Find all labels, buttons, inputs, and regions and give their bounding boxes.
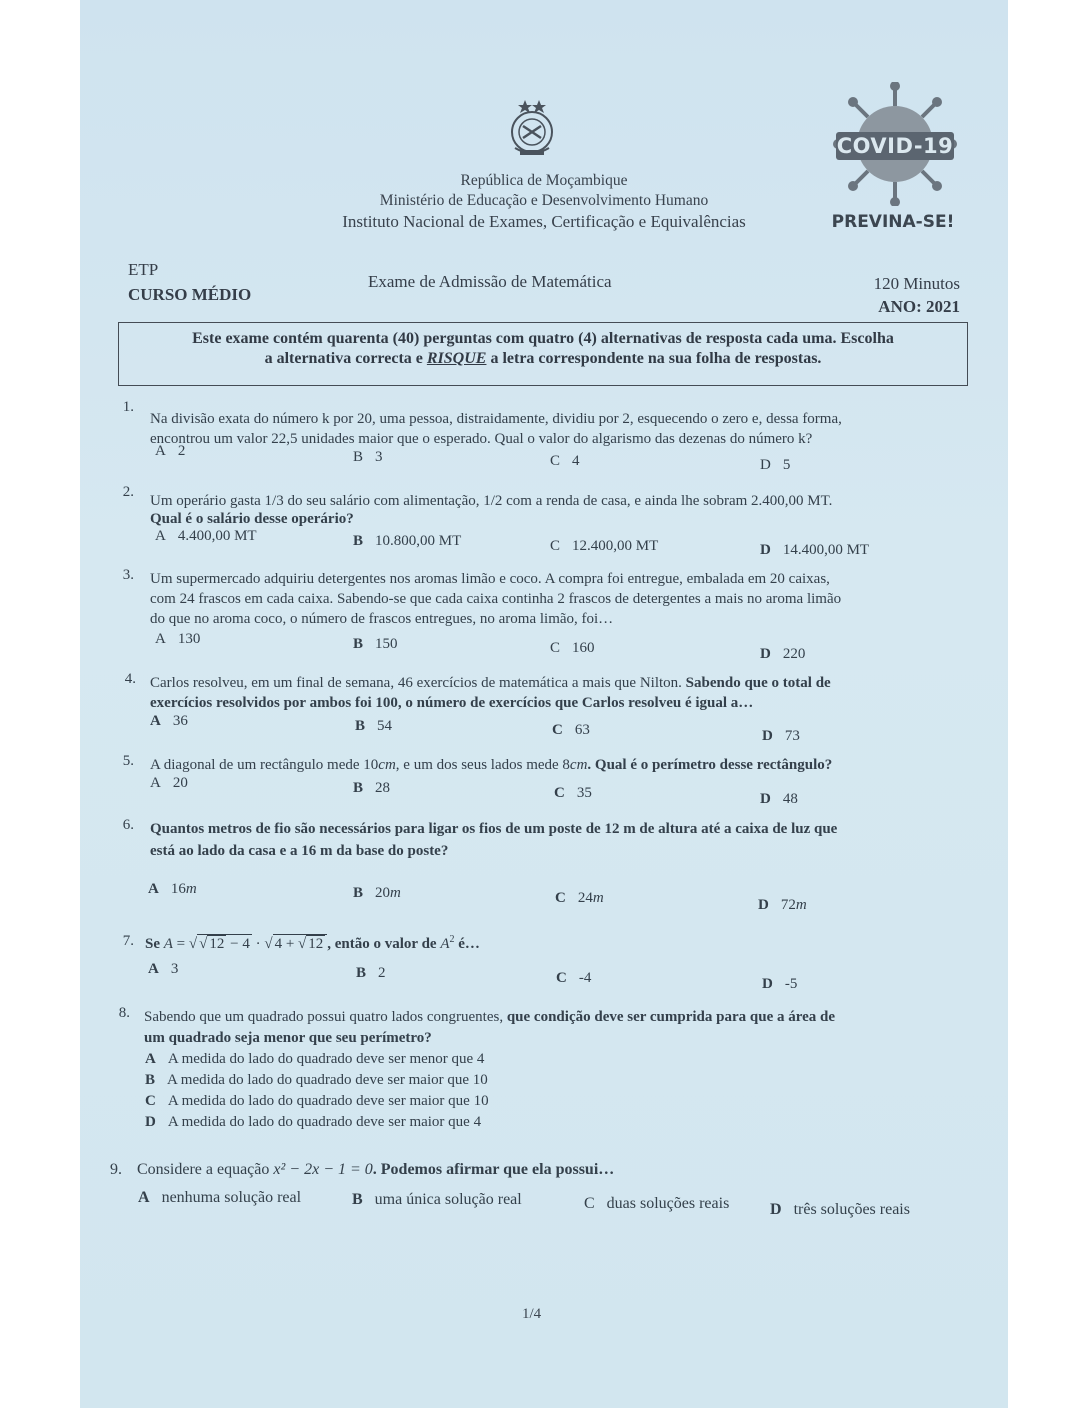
option-text: 72 — [780, 897, 796, 913]
question-text-line: um quadrado seja menor que seu perímetro? — [144, 1030, 432, 1046]
question-text-plain: Considere a equação — [137, 1161, 274, 1178]
option-letter: B — [353, 780, 364, 796]
option-b[interactable] — [353, 884, 401, 903]
option-d[interactable] — [760, 790, 798, 809]
option-text: 24 — [577, 890, 593, 906]
option-letter: D — [762, 976, 773, 992]
option-letter: B — [355, 718, 366, 734]
instructions-emphasis: RISQUE — [426, 350, 487, 367]
question-text-line: está ao lado da casa e a 16 m da base do poste? — [150, 843, 449, 859]
option-letter: B — [353, 533, 364, 549]
question-text-line: encontrou um valor 22,5 unidades maior que o esperado. Qual o valor do algarismo das dezenas do número k? — [150, 431, 813, 447]
option-text: -5 — [784, 976, 798, 992]
question-text-plain: Sabendo que um quadrado possui quatro lados congruentes, — [144, 1009, 507, 1025]
option-text: nenhuma solução real — [161, 1189, 302, 1206]
exam-level: CURSO MÉDIO — [128, 285, 252, 304]
option-letter: D — [758, 897, 769, 913]
option-d[interactable] — [760, 456, 790, 475]
option-d[interactable] — [762, 727, 800, 746]
option-a[interactable] — [148, 880, 197, 899]
option-d[interactable] — [760, 541, 869, 560]
instructions-pre: a alternativa correcta e — [264, 350, 427, 367]
formula-dot: · — [251, 936, 265, 952]
option-d[interactable] — [760, 645, 805, 664]
option-a[interactable] — [155, 442, 185, 461]
question-text-plain: Carlos resolveu, em um final de semana, 46 exercícios de matemática a mais que Nilton. — [150, 675, 686, 691]
option-c[interactable] — [145, 1092, 489, 1111]
option-letter: B — [353, 449, 364, 465]
formula-four-plus: 4 + — [274, 936, 299, 952]
option-c[interactable] — [555, 889, 604, 908]
exam-title: Exame de Admissão de Matemática — [368, 272, 612, 291]
option-text: 54 — [377, 718, 393, 734]
question-text-line — [150, 674, 831, 693]
question-text-line — [150, 756, 832, 775]
option-text: 16 — [170, 881, 186, 897]
question-text-line: exercícios resolvidos por ambos foi 100, o número de exercícios que Carlos resolveu é igual a… — [150, 695, 754, 711]
formula-exp: 2 — [449, 934, 455, 945]
option-letter: C — [550, 453, 561, 469]
question-number: 2. — [122, 484, 134, 500]
option-a[interactable] — [138, 1188, 301, 1207]
option-text: 2 — [177, 443, 186, 459]
formula-eq: = — [172, 936, 189, 952]
option-text: 3 — [375, 449, 383, 465]
question-number: 4. — [124, 671, 136, 687]
option-letter: C — [555, 890, 566, 906]
option-text: 160 — [572, 640, 595, 656]
option-text: duas soluções reais — [606, 1195, 730, 1212]
question-number: 3. — [122, 567, 134, 583]
option-letter: C — [554, 785, 565, 801]
unit-m: m — [390, 885, 401, 901]
option-text: 3 — [170, 961, 179, 977]
option-text: 20 — [172, 775, 188, 791]
option-letter: C — [550, 640, 561, 656]
option-letter: A — [138, 1189, 150, 1206]
question-text-plain: A diagonal de um rectângulo mede 10 — [150, 757, 379, 773]
formula-post: , então o valor de — [327, 936, 441, 952]
unit-cm: cm — [378, 757, 396, 773]
question-text-line — [137, 1160, 614, 1179]
option-a[interactable] — [148, 960, 178, 979]
question-number: 5. — [122, 753, 134, 769]
option-text: 150 — [375, 636, 398, 652]
option-c[interactable] — [552, 721, 590, 740]
option-d[interactable] — [145, 1113, 481, 1132]
option-c[interactable] — [584, 1194, 729, 1213]
question-text-bold: Sabendo que o total de — [685, 675, 831, 691]
question-number: 7. — [122, 933, 134, 949]
option-letter: A — [148, 961, 159, 977]
option-letter: A — [145, 1051, 156, 1067]
question-text-line: Na divisão exata do número k por 20, uma pessoa, distraidamente, dividiu por 2, esquecendo o zero e, dessa forma, — [150, 411, 842, 427]
option-letter: D — [760, 457, 771, 473]
question-number: 9. — [110, 1161, 122, 1178]
option-b[interactable] — [353, 532, 461, 551]
option-letter: A — [150, 775, 161, 791]
option-text: 12.400,00 MT — [572, 538, 659, 554]
option-text: 73 — [784, 728, 800, 744]
option-letter: A — [155, 631, 166, 647]
option-b[interactable] — [355, 717, 392, 736]
coat-of-arms-icon — [503, 96, 561, 160]
covid-slogan: PREVINA-SE! — [831, 212, 955, 232]
option-letter: D — [760, 646, 771, 662]
question-text-line: Um supermercado adquiriu detergentes nos aromas limão e coco. A compra foi entregue, embalada em 20 caixas, — [150, 571, 830, 587]
option-text: 220 — [782, 646, 806, 662]
option-b[interactable] — [353, 448, 383, 467]
option-d[interactable] — [770, 1200, 910, 1219]
header-institute: Instituto Nacional de Exames, Certificação e Equivalências — [342, 212, 746, 231]
formula-var: A — [163, 936, 173, 952]
option-a[interactable] — [150, 712, 188, 731]
option-letter: D — [762, 728, 773, 744]
unit-cm: cm — [569, 757, 588, 773]
option-letter: A — [155, 443, 166, 459]
option-letter: B — [145, 1072, 156, 1088]
option-b[interactable] — [356, 964, 386, 983]
formula-var: A — [440, 936, 450, 952]
option-a[interactable] — [155, 527, 257, 546]
header-ministry: Ministério de Educação e Desenvolvimento Humano — [379, 192, 709, 209]
question-text-line: Qual é o salário desse operário? — [150, 511, 354, 527]
question-text-plain: , e um dos seus lados mede 8 — [395, 757, 570, 773]
sqrt-inner-2: 12 — [308, 936, 324, 952]
option-text: A medida do lado do quadrado deve ser menor que 4 — [167, 1051, 485, 1067]
option-letter: B — [352, 1191, 363, 1208]
sqrt-symbol: √ — [264, 936, 273, 952]
formula-pre: Se — [145, 936, 164, 952]
sqrt-symbol: √ — [188, 936, 198, 952]
covid-badge: COVID-19 — [836, 134, 954, 158]
unit-m: m — [185, 881, 197, 897]
option-letter: C — [550, 538, 561, 554]
option-b[interactable] — [353, 779, 390, 798]
option-letter: D — [770, 1201, 782, 1218]
question-text-line: Um operário gasta 1/3 do seu salário com alimentação, 1/2 com a renda de casa, e ainda lhe sobram 2.400,00 MT. — [150, 493, 833, 509]
question-number: 1. — [122, 399, 134, 415]
option-d[interactable] — [758, 896, 807, 915]
option-letter: B — [353, 636, 364, 652]
option-text: 4.400,00 MT — [177, 528, 257, 544]
option-c[interactable] — [550, 639, 595, 658]
option-text: 14.400,00 MT — [782, 542, 870, 558]
option-b[interactable] — [352, 1190, 522, 1209]
option-letter: B — [356, 965, 367, 981]
option-b[interactable] — [353, 635, 398, 654]
option-text: três soluções reais — [793, 1201, 910, 1218]
option-a[interactable] — [150, 774, 188, 793]
option-letter: D — [760, 542, 771, 558]
question-number: 8. — [118, 1005, 130, 1021]
unit-m: m — [592, 890, 604, 906]
option-letter: A — [150, 713, 161, 729]
option-text: A medida do lado do quadrado deve ser maior que 10 — [167, 1072, 488, 1088]
option-text: 28 — [375, 780, 391, 796]
question-text-bold: que condição deve ser cumprida para que a área de — [506, 1009, 836, 1025]
question-text-bold: . Qual é o perímetro desse rectângulo? — [587, 757, 833, 773]
header-country: República de Moçambique — [460, 172, 628, 189]
sqrt-inner-1: 12 — [209, 936, 225, 952]
option-letter: C — [584, 1195, 595, 1212]
option-text: A medida do lado do quadrado deve ser maior que 4 — [167, 1114, 482, 1130]
option-letter: C — [145, 1093, 156, 1109]
option-text: 5 — [782, 457, 791, 473]
option-text: 36 — [172, 713, 188, 729]
exam-type: ETP — [128, 260, 159, 279]
exam-year: ANO: 2021 — [878, 297, 960, 316]
question-formula — [145, 930, 480, 954]
option-text: 130 — [177, 631, 201, 647]
page-number: 1/4 — [522, 1306, 542, 1322]
instructions-line-1: Este exame contém quarenta (40) perguntas com quatro (4) alternativas de resposta cada uma. Escolha — [192, 330, 894, 347]
option-text: 20 — [375, 885, 391, 901]
option-letter: C — [556, 970, 567, 986]
question-text-line: com 24 frascos em cada caixa. Sabendo-se que cada caixa continha 2 frascos de detergentes a mais no aroma limão — [150, 591, 842, 607]
exam-duration: 120 Minutos — [873, 274, 960, 293]
instructions-line-2 — [119, 349, 967, 369]
sqrt-outer-1: √ 12 − 4 — [199, 936, 250, 952]
option-c[interactable] — [554, 784, 592, 803]
unit-m: m — [795, 897, 807, 913]
option-c[interactable] — [550, 537, 658, 556]
option-text: 4 — [572, 453, 580, 469]
sqrt-outer-2: 4 + √ 12 — [273, 934, 328, 952]
option-letter: C — [552, 722, 563, 738]
option-text: 10.800,00 MT — [375, 533, 462, 549]
option-a[interactable] — [155, 630, 200, 649]
option-text: 48 — [782, 791, 798, 807]
question-text-bold: . Podemos afirmar que ela possui… — [372, 1161, 615, 1178]
option-text: 2 — [378, 965, 386, 981]
option-letter: B — [353, 885, 364, 901]
option-letter: A — [148, 881, 159, 897]
question-text-line — [144, 1008, 835, 1027]
instructions-post: a letra correspondente na sua folha de respostas. — [486, 350, 822, 367]
option-text: 63 — [574, 722, 590, 738]
option-b[interactable] — [145, 1071, 488, 1090]
question-text-line: do que no aroma coco, o número de frascos entregues, no aroma limão, foi… — [150, 611, 614, 627]
question-number: 6. — [122, 817, 134, 833]
question-text-line: Quantos metros de fio são necessários para ligar os fios de um poste de 12 m de altura até a caixa de luz que — [150, 821, 838, 837]
option-text: A medida do lado do quadrado deve ser maior que 10 — [167, 1093, 489, 1109]
option-text: uma única solução real — [374, 1191, 522, 1208]
formula-minus4: − 4 — [226, 936, 250, 952]
equation: x² − 2x − 1 = 0 — [273, 1161, 373, 1178]
option-text: 35 — [576, 785, 592, 801]
option-d[interactable] — [762, 975, 797, 994]
instructions-box — [118, 322, 968, 386]
option-letter: A — [155, 528, 166, 544]
option-text: -4 — [578, 970, 592, 986]
option-c[interactable] — [550, 452, 580, 471]
option-a[interactable] — [145, 1050, 484, 1069]
option-c[interactable] — [556, 969, 591, 988]
option-letter: D — [145, 1114, 156, 1130]
option-letter: D — [760, 791, 771, 807]
formula-end: é… — [454, 936, 480, 952]
